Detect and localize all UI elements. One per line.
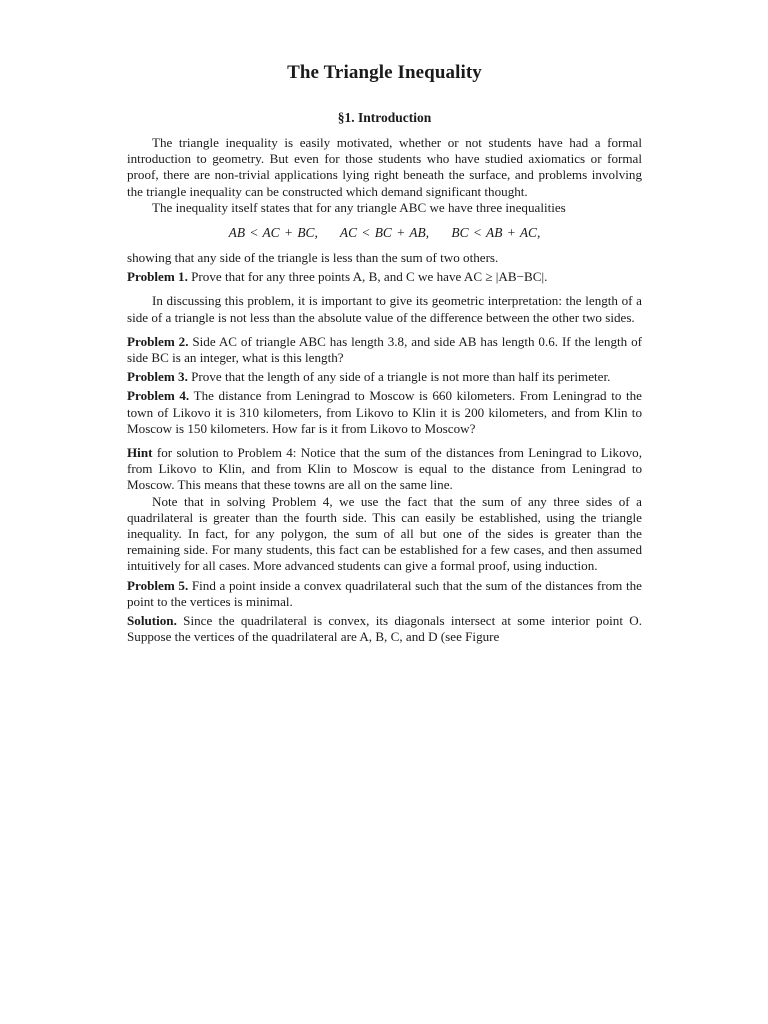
discussion-paragraph: In discussing this problem, it is important to give its geometric interpretation: the length of a side of a triangle is not less than the absolute value of the difference between the other two sides. — [127, 293, 642, 325]
note-paragraph: Note that in solving Problem 4, we use the fact that the sum of any three sides of a quadrilateral is greater than the fourth side. This can easily be established, using the triangle inequality. In fact, for any polygon, the sum of all but one of the sides is greater than the remaining side. For many students, this fact can be established for a few cases, and then assumed intuitively for all cases. More advanced students can give a formal proof, using induction. — [127, 493, 642, 574]
problem-2 — [127, 334, 642, 366]
inequality-2: AC < BC + AB, — [339, 225, 430, 241]
inequality-3: BC < AB + AC, — [451, 225, 541, 241]
problem-3 — [127, 369, 642, 385]
solution-label: Solution. — [127, 613, 177, 629]
intro-paragraph-3: showing that any side of the triangle is less than the sum of two others. — [127, 250, 499, 266]
problem-2-text: Side AC of triangle ABC has length 3.8, and side AB has length 0.6. If the length of side BC is an integer, what is this length? — [127, 333, 642, 366]
problem-1 — [127, 269, 642, 285]
problem-5-label: Problem 5. — [127, 577, 189, 593]
problem-5-text: Find a point inside a convex quadrilateral such that the sum of the distances from the point to the vertices is minimal. — [127, 577, 642, 609]
solution-paragraph — [127, 613, 642, 645]
intro-paragraph: The triangle inequality is easily motivated, whether or not students have had a formal introduction to geometry. But even for those students who have studied axiomatics or formal proof, there are non-trivial applications lying right beneath the surface, and problems involving the triangle inequality can be constructed which demand significant thought. — [127, 135, 642, 199]
problem-4-text: The distance from Leningrad to Moscow is 660 kilometers. From Leningrad to the town of Likovo it is 310 kilometers, from Likovo to Klin it is 200 kilometers, and from Klin to Moscow is 150 kilometers. How far is it from Likovo to Moscow? — [127, 388, 642, 436]
problem-4 — [127, 388, 642, 437]
problem-3-label: Problem 3. — [127, 369, 188, 385]
problem-5 — [127, 578, 642, 610]
solution-text: Since the quadrilateral is convex, its diagonals intersect at some interior point O. Suppose the vertices of the quadrilateral are A, B, C, and D (see Figure — [127, 613, 642, 645]
inequality-1: AB < AC + BC, — [228, 225, 318, 241]
document-title: The Triangle Inequality — [287, 62, 482, 83]
section-heading: §1. Introduction — [337, 110, 432, 125]
problem-1-label: Problem 1. — [127, 269, 188, 285]
problem-4-label: Problem 4. — [127, 388, 190, 404]
intro-paragraph-2: The inequality itself states that for any triangle ABC we have three inequalities — [152, 199, 566, 215]
inequalities-display — [127, 225, 642, 241]
hint-label: Hint — [127, 445, 153, 461]
document-page — [127, 62, 642, 645]
hint-paragraph — [127, 445, 642, 494]
hint-text: for solution to Problem 4: Notice that the sum of the distances from Leningrad to Likovo, from Likovo to Klin, and from Klin to Moscow is equal to the distance from Leningrad to Moscow. This means that these towns are all on the same line. — [127, 445, 643, 493]
problem-1-text: Prove that for any three points A, B, and C we have AC ≥ |AB−BC|. — [191, 269, 548, 285]
problem-2-label: Problem 2. — [127, 333, 189, 349]
problem-3-text: Prove that the length of any side of a triangle is not more than half its perimeter. — [191, 369, 611, 385]
